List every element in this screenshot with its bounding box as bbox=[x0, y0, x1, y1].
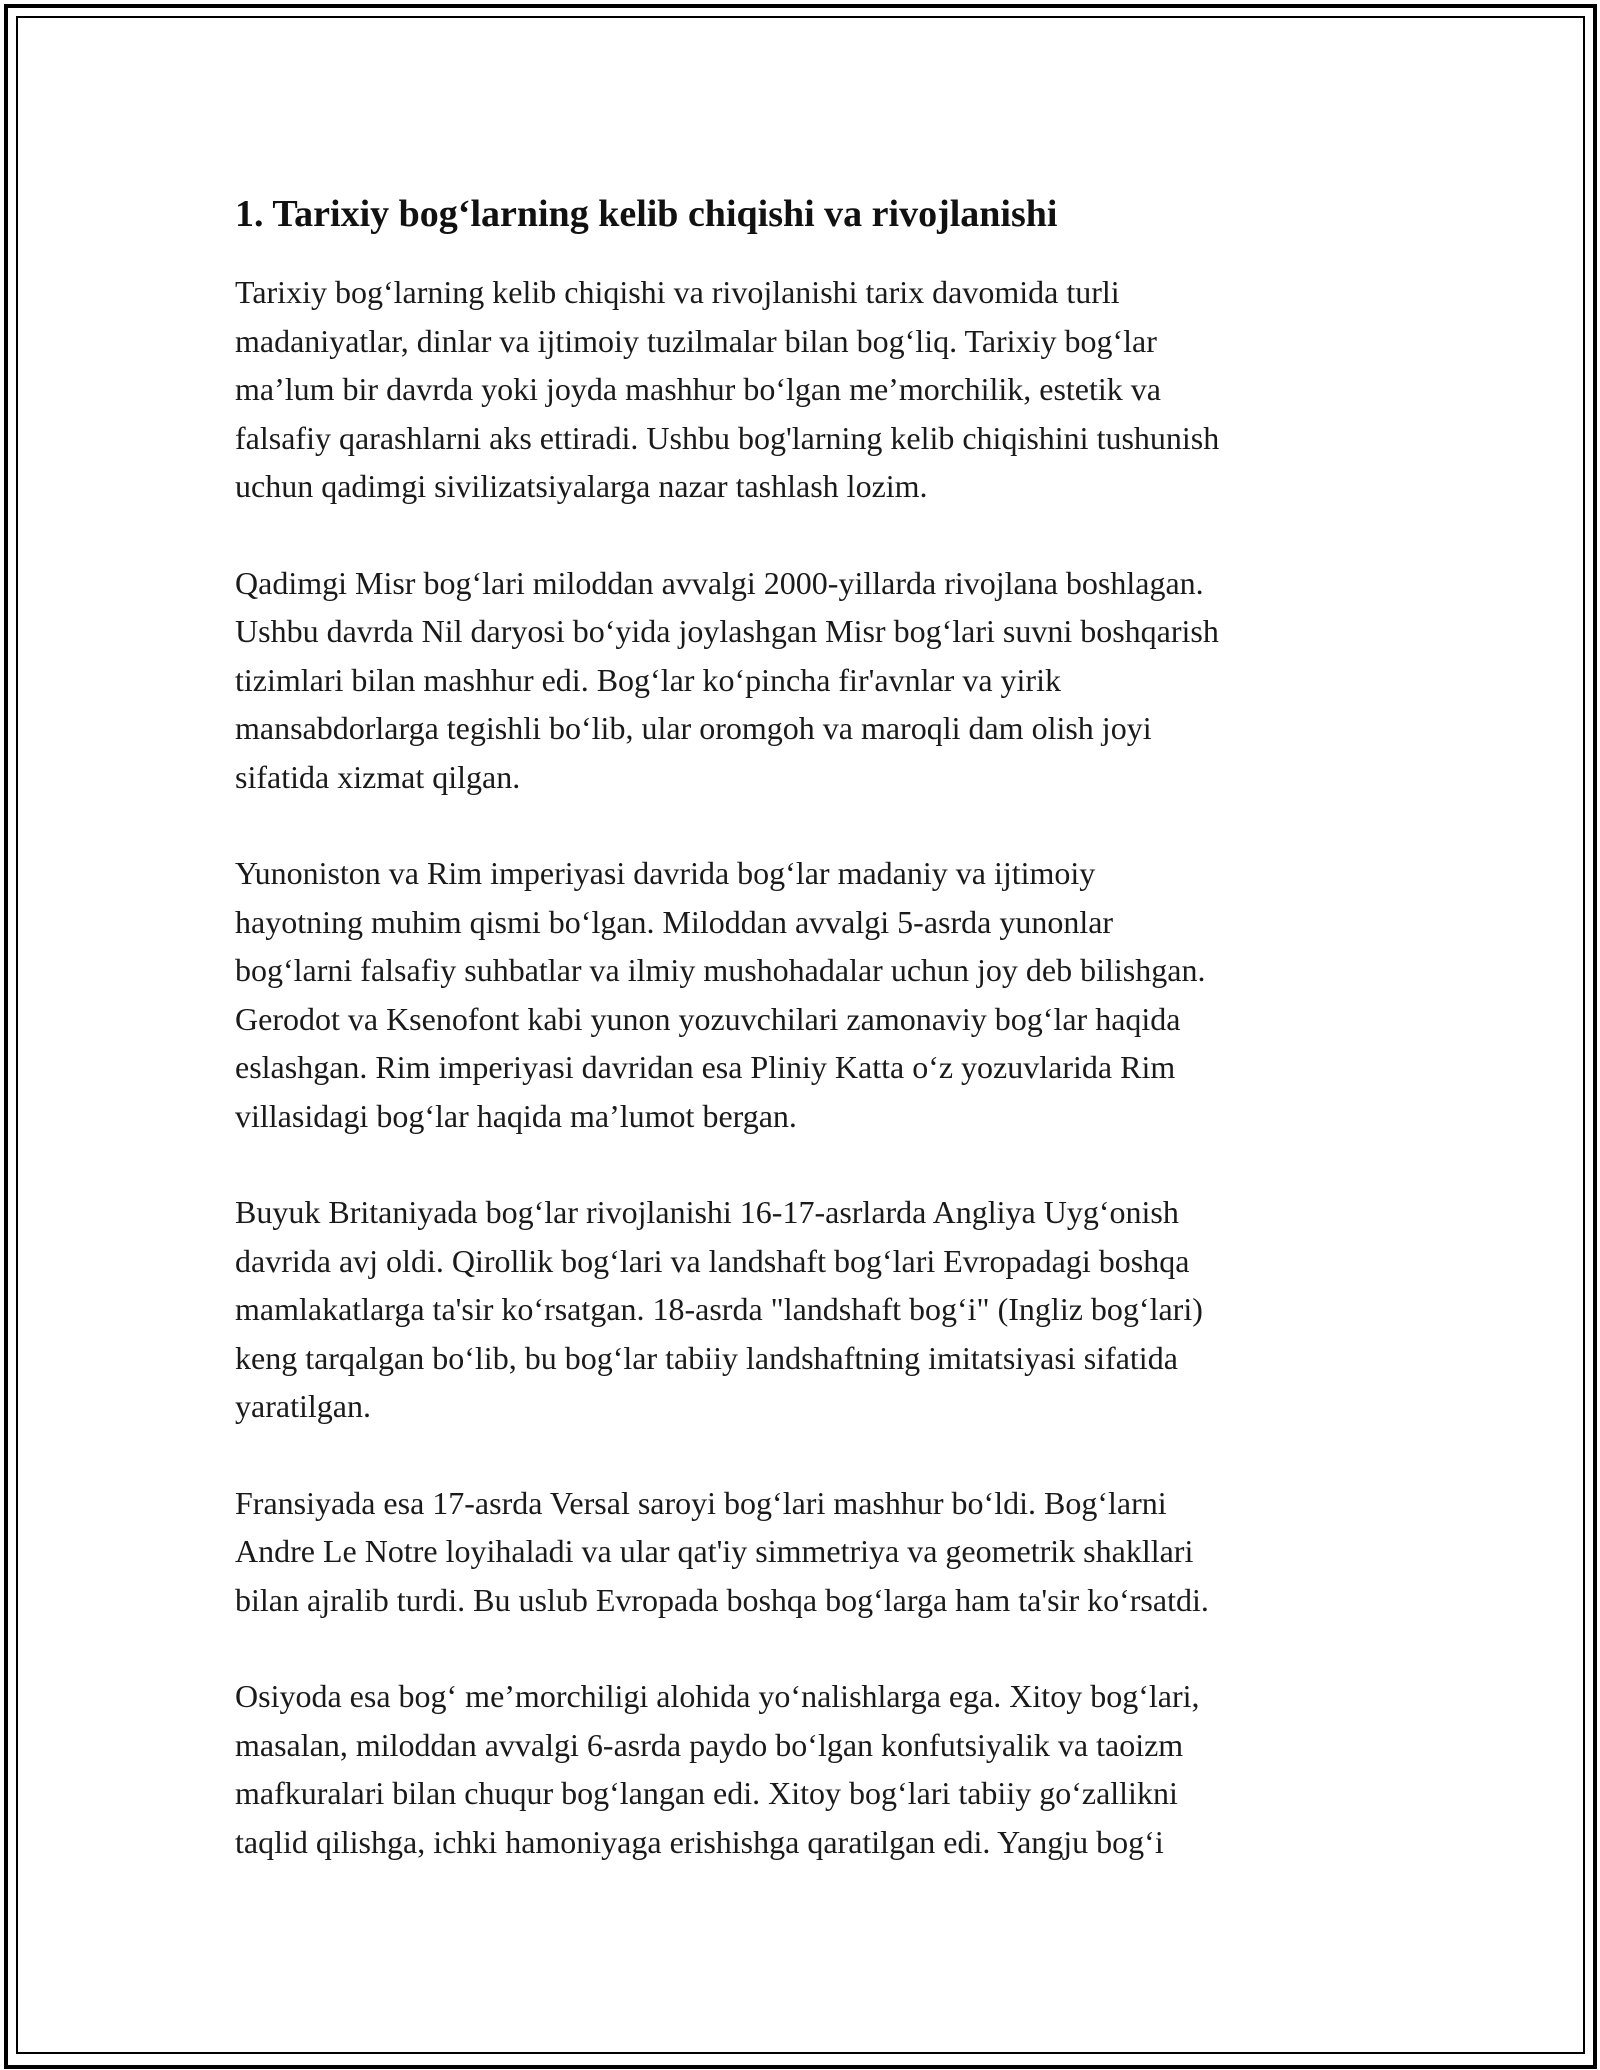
paragraph-line: Qadimgi Misr bog‘lari miloddan avvalgi 2000-yillarda rivojlana boshlagan. bbox=[235, 564, 1204, 601]
paragraph-line: Yunoniston va Rim imperiyasi davrida bog‘lar madaniy va ijtimoiy bbox=[235, 855, 1096, 891]
paragraph-line: villasidagi bog‘lar haqida ma’lumot bergan. bbox=[235, 1097, 797, 1134]
paragraph-line: tizimlari bilan mashhur edi. Bog‘lar ko‘pincha fir'avnlar va yirik bbox=[235, 661, 1061, 698]
paragraph-line: yaratilgan. bbox=[235, 1388, 371, 1424]
paragraph-line: masalan, miloddan avvalgi 6-asrda paydo bo‘lgan konfutsiyalik va taoizm bbox=[235, 1726, 1184, 1763]
paragraph-greece-rome bbox=[235, 849, 1375, 1140]
paragraph-line: mafkuralari bilan chuqur bog‘langan edi. Xitoy bog‘lari tabiiy go‘zallikni bbox=[235, 1775, 1178, 1811]
paragraph-line: keng tarqalgan bo‘lib, bu bog‘lar tabiiy landshaftning imitatsiyasi sifatida bbox=[235, 1339, 1178, 1376]
paragraph-line: Gerodot va Ksenofont kabi yunon yozuvchilari zamonaviy bog‘lar haqida bbox=[235, 1000, 1181, 1037]
paragraph-line: mansabdorlarga tegishli bo‘lib, ular oromgoh va maroqli dam olish joyi bbox=[235, 710, 1152, 746]
paragraph-asia bbox=[235, 1672, 1375, 1866]
paragraph-origins bbox=[235, 268, 1375, 511]
paragraph-line: Buyuk Britaniyada bog‘lar rivojlanishi 16-17-asrlarda Angliya Uyg‘onish bbox=[235, 1194, 1179, 1230]
paragraph-egypt bbox=[235, 559, 1375, 802]
paragraph-france bbox=[235, 1479, 1375, 1625]
paragraph-line: ma’lum bir davrda yoki joyda mashhur bo‘lgan me’morchilik, estetik va bbox=[235, 371, 1161, 407]
paragraph-line: hayotning muhim qismi bo‘lgan. Miloddan avvalgi 5-asrda yunonlar bbox=[235, 903, 1114, 940]
paragraph-line: Andre Le Notre loyihaladi va ular qat'iy simmetriya va geometrik shakllari bbox=[235, 1533, 1194, 1569]
paragraph-line: taqlid qilishga, ichki hamoniyaga erishishga qaratilgan edi. Yangju bog‘i bbox=[235, 1823, 1164, 1860]
paragraph-line: mamlakatlarga ta'sir ko‘rsatgan. 18-asrda "landshaft bog‘i" (Ingliz bog‘lari) bbox=[235, 1291, 1203, 1327]
paragraph-line: davrida avj oldi. Qirollik bog‘lari va landshaft bog‘lari Evropadagi boshqa bbox=[235, 1242, 1190, 1279]
paragraph-line: Fransiyada esa 17-asrda Versal saroyi bog‘lari mashhur bo‘ldi. Bog‘larni bbox=[235, 1484, 1167, 1521]
paragraph-line: Tarixiy bog‘larning kelib chiqishi va rivojlanishi tarix davomida turli bbox=[235, 274, 1120, 310]
paragraph-line: bilan ajralib turdi. Bu uslub Evropada boshqa bog‘larga ham ta'sir ko‘rsatdi. bbox=[235, 1581, 1209, 1618]
paragraph-line: sifatida xizmat qilgan. bbox=[235, 758, 521, 795]
section-heading: 1. Tarixiy bog‘larning kelib chiqishi va rivojlanishi bbox=[235, 193, 1058, 235]
paragraph-line: Ushbu davrda Nil daryosi bo‘yida joylashgan Misr bog‘lari suvni boshqarish bbox=[235, 613, 1219, 649]
paragraph-britain bbox=[235, 1188, 1375, 1431]
paragraph-line: madaniyatlar, dinlar va ijtimoiy tuzilmalar bilan bog‘liq. Tarixiy bog‘lar bbox=[235, 322, 1157, 359]
paragraph-line: Osiyoda esa bog‘ me’morchiligi alohida yo‘nalishlarga ega. Xitoy bog‘lari, bbox=[235, 1678, 1200, 1714]
paragraph-line: eslashgan. Rim imperiyasi davridan esa Pliniy Katta o‘z yozuvlarida Rim bbox=[235, 1049, 1176, 1085]
paragraph-line: bog‘larni falsafiy suhbatlar va ilmiy mushohadalar uchun joy deb bilishgan. bbox=[235, 952, 1206, 988]
paragraph-line: uchun qadimgi sivilizatsiyalarga nazar tashlash lozim. bbox=[235, 468, 928, 504]
paragraph-line: falsafiy qarashlarni aks ettiradi. Ushbu bog'larning kelib chiqishini tushunish bbox=[235, 419, 1220, 456]
document-body bbox=[235, 190, 1375, 1914]
